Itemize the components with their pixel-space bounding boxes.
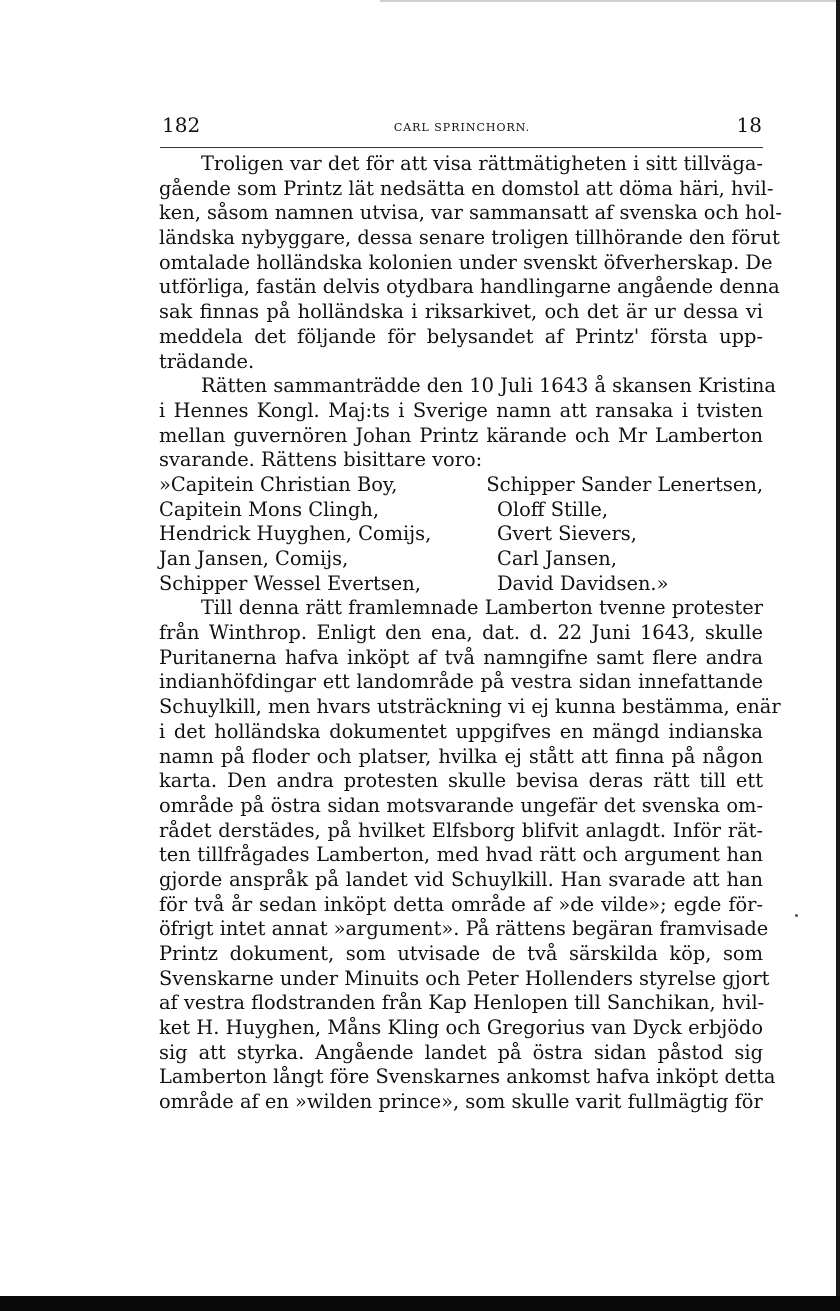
text-line: omtalade holländska kolonien under svenskt öfverherskap. De — [159, 250, 773, 274]
text-line: trädande. — [159, 349, 255, 373]
scan-top-edge — [380, 0, 840, 2]
text-line: ländska nybyggare, dessa senare troligen tillhörande den förut — [159, 226, 780, 250]
text-line: ten tillfrågades Lamberton, med hvad rätt och argument han — [159, 843, 763, 867]
text-line: för två år sedan inköpt detta område af »de vilde»; egde för- — [159, 892, 763, 916]
assessor-name-right: Oloff Stille, — [497, 497, 609, 521]
text-line: ken, såsom namnen utvisa, var sammansatt af svenska och hol- — [159, 201, 782, 225]
text-line: Schuylkill, men hvars utsträckning vi ej kunna bestämma, enär — [159, 695, 781, 719]
assessor-name-left: Jan Jansen, Comijs, — [159, 547, 349, 570]
text-line: karta. Den andra protesten skulle bevisa deras rätt till ett — [159, 769, 763, 793]
text-line: Till denna rätt framlemnade Lamberton tvenne protester — [201, 596, 763, 620]
assessor-name-right: Carl Jansen, — [497, 547, 617, 570]
paragraph-3 — [159, 596, 781, 1114]
assessor-name-left: Schipper Wessel Evertsen, — [159, 571, 421, 595]
assessor-name-left: Hendrick Huyghen, Comijs, — [159, 522, 432, 546]
text-line: område på östra sidan motsvarande ungefär det svenska om- — [159, 793, 763, 817]
text-line: indianhöfdingar ett landområde på vestra sidan innefattande — [159, 670, 763, 694]
header-rule — [160, 147, 763, 148]
text-line: Puritanerna hafva inköpt af två namngifne samt flere andra — [159, 645, 763, 669]
page-header — [162, 113, 762, 143]
text-line: Lamberton långt före Svenskarnes ankomst hafva inköpt detta — [159, 1065, 776, 1089]
body-text — [159, 152, 782, 1115]
text-line: meddela det följande för belysandet af Printz' första upp- — [159, 324, 763, 348]
text-line: namn på floder och platser, hvilka ej stått att finna på någon — [159, 744, 763, 768]
assessor-name-left: Capitein Mons Clingh, — [159, 497, 380, 521]
text-line: område af en »wilden prince», som skulle varit fullmägtig för — [159, 1090, 763, 1114]
assessor-name-right: David Davidsen.» — [497, 571, 669, 595]
signature-mark: 18 — [736, 113, 762, 137]
text-line: sak finnas på holländska i riksarkivet, och det är ur dessa vi — [159, 300, 763, 324]
assessor-row — [159, 473, 763, 498]
text-line: svarande. Rättens bisittare voro: — [159, 448, 483, 472]
paragraph-2 — [159, 374, 776, 473]
assessor-row — [159, 572, 763, 597]
paragraph-1 — [159, 152, 782, 374]
scan-right-edge — [836, 0, 840, 1296]
page-number: 182 — [162, 113, 201, 137]
running-title: CARL SPRINCHORN. — [393, 121, 531, 134]
text-line: gjorde anspråk på landet vid Schuylkill. Han svarade att han — [159, 867, 763, 891]
assessors-list — [159, 473, 763, 596]
text-line: ket H. Huyghen, Måns Kling och Gregorius van Dyck erbjödo — [159, 1016, 763, 1040]
text-line: mellan guvernören Johan Printz kärande och Mr Lamberton — [159, 423, 763, 447]
text-line: Printz dokument, som utvisade de två särskilda köp, som — [159, 942, 763, 965]
text-line: af vestra flodstranden från Kap Henlopen till Sanchikan, hvil- — [159, 991, 765, 1015]
scan-bottom-edge — [0, 1296, 840, 1311]
text-line: i det holländska dokumentet uppgifves en mängd indianska — [159, 719, 763, 743]
assessor-name-left: »Capitein Christian Boy, — [159, 472, 398, 496]
text-line: Rätten sammanträdde den 10 Juli 1643 å skansen Kristina — [201, 374, 776, 398]
margin-speck — [795, 914, 798, 917]
text-line: öfrigt intet annat »argument». På rättens begäran framvisade — [159, 917, 769, 941]
text-line: utförliga, fastän delvis otydbara handlingarne angående denna — [159, 275, 780, 299]
assessor-row — [159, 547, 763, 572]
text-line: sig att styrka. Angående landet på östra sidan påstod sig — [159, 1040, 763, 1064]
text-line: rådet derstädes, på hvilket Elfsborg blifvit anlagdt. Inför rät- — [159, 818, 763, 842]
text-line: Troligen var det för att visa rättmätigheten i sitt tillväga- — [201, 152, 763, 175]
assessor-row — [159, 498, 763, 523]
text-line: gående som Printz lät nedsätta en domstol att döma häri, hvil- — [159, 176, 774, 200]
assessor-row — [159, 522, 763, 547]
text-line: från Winthrop. Enligt den ena, dat. d. 22 Juni 1643, skulle — [159, 621, 763, 645]
assessor-name-right: Gvert Sievers, — [497, 522, 637, 546]
text-line: i Hennes Kongl. Maj:ts i Sverige namn att ransaka i tvisten — [159, 398, 763, 422]
text-line: Svenskarne under Minuits och Peter Hollenders styrelse gjort — [159, 966, 770, 990]
assessor-name-right: Schipper Sander Lenertsen, — [486, 472, 763, 496]
